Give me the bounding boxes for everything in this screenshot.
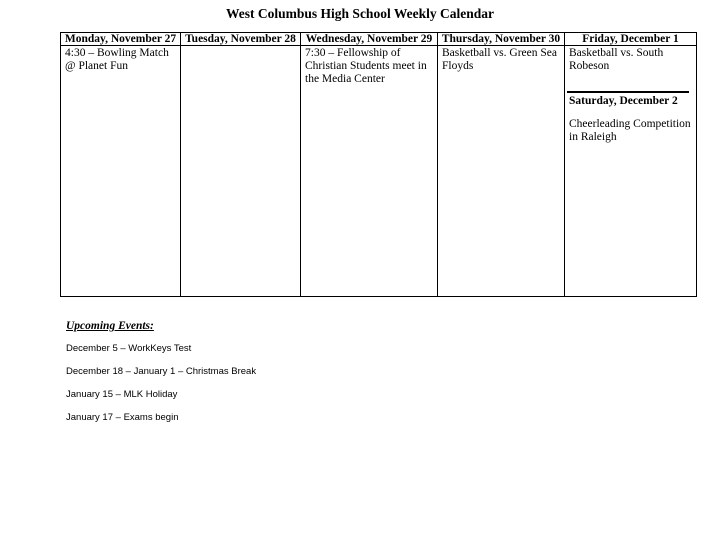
day-cell-thursday [438,46,565,297]
list-item: January 17 – Exams begin [66,412,179,423]
upcoming-events-section [66,320,256,434]
day-cell-tuesday [181,46,301,297]
day-cell-friday [565,46,697,297]
day-header-tuesday: Tuesday, November 28 [181,33,301,46]
list-item: December 18 – January 1 – Christmas Break [66,366,257,377]
upcoming-events-heading: Upcoming Events: [66,320,154,332]
event-text: 4:30 – Bowling Match @ Planet Fun [65,47,169,72]
calendar-header-row [61,33,697,46]
weekly-calendar-table [60,32,697,297]
day-header-friday: Friday, December 1 [565,33,697,46]
day-header-saturday: Saturday, December 2 [569,95,678,107]
day-header-wednesday: Wednesday, November 29 [301,33,438,46]
list-item: January 15 – MLK Holiday [66,389,178,400]
list-item: December 5 – WorkKeys Test [66,343,192,354]
day-header-thursday: Thursday, November 30 [438,33,565,46]
day-cell-wednesday [301,46,438,297]
event-text: Cheerleading Competition in Raleigh [569,118,691,143]
event-text: Basketball vs. Green Sea Floyds [442,47,557,72]
calendar-events-row [61,46,697,297]
event-text: 7:30 – Fellowship of Christian Students meet in the Media Center [305,47,427,85]
page-title: West Columbus High School Weekly Calendar [226,6,494,21]
event-text: Basketball vs. South Robeson [569,47,664,72]
day-cell-monday [61,46,181,297]
day-header-monday: Monday, November 27 [61,33,181,46]
